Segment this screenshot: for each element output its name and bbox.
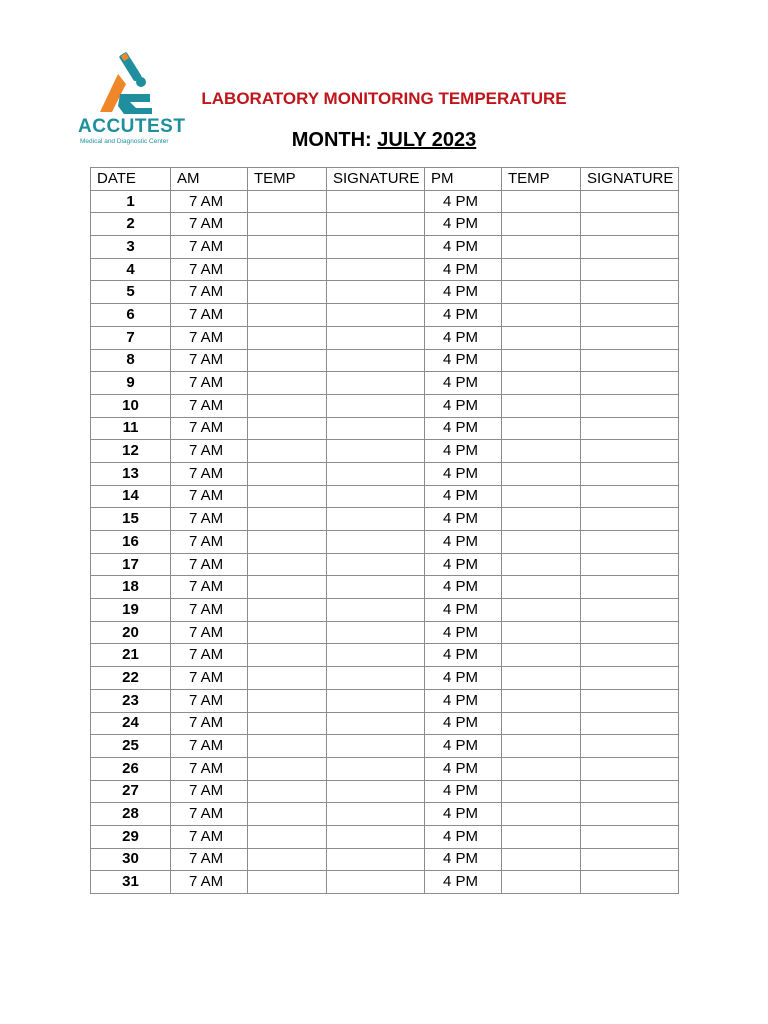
pm-signature-cell[interactable] — [581, 871, 679, 894]
pm-temp-cell[interactable] — [502, 394, 581, 417]
am-temp-cell[interactable] — [248, 349, 327, 372]
pm-time-cell: 4 PM — [425, 394, 502, 417]
pm-signature-cell[interactable] — [581, 553, 679, 576]
am-signature-cell[interactable] — [327, 553, 425, 576]
page-title — [0, 89, 768, 109]
am-temp-cell[interactable] — [248, 304, 327, 327]
table-row — [91, 803, 679, 826]
pm-temp-cell[interactable] — [502, 349, 581, 372]
pm-temp-cell[interactable] — [502, 689, 581, 712]
am-signature-cell[interactable] — [327, 394, 425, 417]
am-time-cell: 7 AM — [171, 190, 248, 213]
table-row — [91, 553, 679, 576]
am-time-cell: 7 AM — [171, 667, 248, 690]
am-temp-cell[interactable] — [248, 417, 327, 440]
date-cell: 12 — [91, 440, 171, 463]
date-cell: 8 — [91, 349, 171, 372]
pm-time-cell: 4 PM — [425, 236, 502, 259]
table-row — [91, 508, 679, 531]
pm-temp-cell[interactable] — [502, 553, 581, 576]
pm-signature-cell[interactable] — [581, 599, 679, 622]
pm-temp-cell[interactable] — [502, 440, 581, 463]
table-row — [91, 281, 679, 304]
am-temp-cell[interactable] — [248, 553, 327, 576]
date-cell: 9 — [91, 372, 171, 395]
table-row — [91, 394, 679, 417]
table-row — [91, 644, 679, 667]
pm-time-cell: 4 PM — [425, 462, 502, 485]
pm-temp-cell[interactable] — [502, 757, 581, 780]
pm-temp-cell[interactable] — [502, 803, 581, 826]
table-row — [91, 349, 679, 372]
pm-temp-cell[interactable] — [502, 417, 581, 440]
pm-signature-cell[interactable] — [581, 213, 679, 236]
am-time-cell: 7 AM — [171, 326, 248, 349]
date-cell: 30 — [91, 848, 171, 871]
am-signature-cell[interactable] — [327, 440, 425, 463]
am-time-cell: 7 AM — [171, 644, 248, 667]
am-temp-cell[interactable] — [248, 871, 327, 894]
table-row — [91, 190, 679, 213]
pm-signature-cell[interactable] — [581, 803, 679, 826]
am-temp-cell[interactable] — [248, 576, 327, 599]
am-time-cell: 7 AM — [171, 372, 248, 395]
pm-temp-cell[interactable] — [502, 190, 581, 213]
am-signature-cell[interactable] — [327, 281, 425, 304]
date-cell: 18 — [91, 576, 171, 599]
am-time-cell: 7 AM — [171, 576, 248, 599]
table-row — [91, 689, 679, 712]
am-time-cell: 7 AM — [171, 871, 248, 894]
pm-temp-cell[interactable] — [502, 780, 581, 803]
logo-name: ACCUTEST — [78, 116, 186, 137]
date-cell: 20 — [91, 621, 171, 644]
date-cell: 31 — [91, 871, 171, 894]
table-body — [91, 190, 679, 893]
am-signature-cell[interactable] — [327, 326, 425, 349]
date-cell: 14 — [91, 485, 171, 508]
pm-time-cell: 4 PM — [425, 712, 502, 735]
pm-signature-cell[interactable] — [581, 689, 679, 712]
pm-signature-cell[interactable] — [581, 757, 679, 780]
pm-time-cell: 4 PM — [425, 349, 502, 372]
date-cell: 16 — [91, 531, 171, 554]
table-row — [91, 576, 679, 599]
date-cell: 25 — [91, 735, 171, 758]
table-row — [91, 621, 679, 644]
table-row — [91, 213, 679, 236]
pm-temp-cell[interactable] — [502, 485, 581, 508]
table-row — [91, 780, 679, 803]
pm-temp-cell[interactable] — [502, 735, 581, 758]
pm-signature-cell[interactable] — [581, 531, 679, 554]
pm-time-cell: 4 PM — [425, 621, 502, 644]
am-temp-cell[interactable] — [248, 258, 327, 281]
date-cell: 27 — [91, 780, 171, 803]
date-cell: 29 — [91, 825, 171, 848]
am-time-cell: 7 AM — [171, 508, 248, 531]
date-cell: 1 — [91, 190, 171, 213]
pm-temp-cell[interactable] — [502, 599, 581, 622]
am-temp-cell[interactable] — [248, 848, 327, 871]
pm-temp-cell[interactable] — [502, 236, 581, 259]
pm-temp-cell[interactable] — [502, 508, 581, 531]
pm-temp-cell[interactable] — [502, 304, 581, 327]
am-temp-cell[interactable] — [248, 508, 327, 531]
col-header-am-temp: TEMP — [248, 168, 327, 191]
am-time-cell: 7 AM — [171, 349, 248, 372]
pm-time-cell: 4 PM — [425, 485, 502, 508]
logo-tagline: Medical and Diagnostic Center — [80, 138, 169, 145]
am-time-cell: 7 AM — [171, 735, 248, 758]
col-header-date: DATE — [91, 168, 171, 191]
date-cell: 7 — [91, 326, 171, 349]
am-temp-cell[interactable] — [248, 462, 327, 485]
pm-signature-cell[interactable] — [581, 304, 679, 327]
pm-signature-cell[interactable] — [581, 462, 679, 485]
am-time-cell: 7 AM — [171, 712, 248, 735]
temperature-log-table — [90, 167, 679, 894]
am-signature-cell[interactable] — [327, 803, 425, 826]
am-signature-cell[interactable] — [327, 236, 425, 259]
am-temp-cell[interactable] — [248, 803, 327, 826]
am-signature-cell[interactable] — [327, 576, 425, 599]
pm-signature-cell[interactable] — [581, 326, 679, 349]
am-signature-cell[interactable] — [327, 508, 425, 531]
pm-signature-cell[interactable] — [581, 394, 679, 417]
pm-signature-cell[interactable] — [581, 848, 679, 871]
date-cell: 5 — [91, 281, 171, 304]
table-row — [91, 825, 679, 848]
pm-temp-cell[interactable] — [502, 258, 581, 281]
pm-temp-cell[interactable] — [502, 326, 581, 349]
date-cell: 26 — [91, 757, 171, 780]
am-temp-cell[interactable] — [248, 372, 327, 395]
am-time-cell: 7 AM — [171, 531, 248, 554]
col-header-pm-temp: TEMP — [502, 168, 581, 191]
pm-time-cell: 4 PM — [425, 689, 502, 712]
pm-time-cell: 4 PM — [425, 825, 502, 848]
pm-signature-cell[interactable] — [581, 236, 679, 259]
am-temp-cell[interactable] — [248, 689, 327, 712]
table-row — [91, 531, 679, 554]
date-cell: 3 — [91, 236, 171, 259]
am-signature-cell[interactable] — [327, 485, 425, 508]
pm-time-cell: 4 PM — [425, 576, 502, 599]
pm-time-cell: 4 PM — [425, 326, 502, 349]
pm-signature-cell[interactable] — [581, 440, 679, 463]
table-row — [91, 326, 679, 349]
am-signature-cell[interactable] — [327, 689, 425, 712]
am-time-cell: 7 AM — [171, 621, 248, 644]
am-signature-cell[interactable] — [327, 825, 425, 848]
am-temp-cell[interactable] — [248, 394, 327, 417]
pm-temp-cell[interactable] — [502, 825, 581, 848]
am-temp-cell[interactable] — [248, 621, 327, 644]
am-signature-cell[interactable] — [327, 871, 425, 894]
am-signature-cell[interactable] — [327, 735, 425, 758]
pm-time-cell: 4 PM — [425, 644, 502, 667]
am-temp-cell[interactable] — [248, 190, 327, 213]
pm-time-cell: 4 PM — [425, 735, 502, 758]
am-signature-cell[interactable] — [327, 417, 425, 440]
pm-temp-cell[interactable] — [502, 531, 581, 554]
am-time-cell: 7 AM — [171, 462, 248, 485]
am-time-cell: 7 AM — [171, 848, 248, 871]
am-time-cell: 7 AM — [171, 213, 248, 236]
date-cell: 13 — [91, 462, 171, 485]
table-row — [91, 599, 679, 622]
pm-time-cell: 4 PM — [425, 190, 502, 213]
page-title-text: LABORATORY MONITORING TEMPERATURE — [201, 89, 567, 108]
pm-signature-cell[interactable] — [581, 508, 679, 531]
pm-temp-cell[interactable] — [502, 372, 581, 395]
pm-signature-cell[interactable] — [581, 258, 679, 281]
am-time-cell: 7 AM — [171, 599, 248, 622]
am-time-cell: 7 AM — [171, 825, 248, 848]
am-temp-cell[interactable] — [248, 780, 327, 803]
pm-time-cell: 4 PM — [425, 304, 502, 327]
date-cell: 19 — [91, 599, 171, 622]
pm-time-cell: 4 PM — [425, 803, 502, 826]
am-signature-cell[interactable] — [327, 258, 425, 281]
am-signature-cell[interactable] — [327, 712, 425, 735]
am-temp-cell[interactable] — [248, 236, 327, 259]
col-header-pm: PM — [425, 168, 502, 191]
am-temp-cell[interactable] — [248, 644, 327, 667]
am-signature-cell[interactable] — [327, 599, 425, 622]
pm-temp-cell[interactable] — [502, 576, 581, 599]
am-temp-cell[interactable] — [248, 281, 327, 304]
am-signature-cell[interactable] — [327, 531, 425, 554]
am-signature-cell[interactable] — [327, 462, 425, 485]
table-row — [91, 417, 679, 440]
pm-time-cell: 4 PM — [425, 531, 502, 554]
table-row — [91, 258, 679, 281]
am-time-cell: 7 AM — [171, 304, 248, 327]
pm-signature-cell[interactable] — [581, 780, 679, 803]
table-header-row — [91, 168, 679, 191]
table-row — [91, 372, 679, 395]
am-signature-cell[interactable] — [327, 848, 425, 871]
date-cell: 4 — [91, 258, 171, 281]
table-row — [91, 735, 679, 758]
month-label: MONTH: — [291, 129, 372, 151]
am-signature-cell[interactable] — [327, 349, 425, 372]
pm-temp-cell[interactable] — [502, 213, 581, 236]
pm-time-cell: 4 PM — [425, 848, 502, 871]
am-time-cell: 7 AM — [171, 689, 248, 712]
pm-time-cell: 4 PM — [425, 372, 502, 395]
table-row — [91, 440, 679, 463]
am-temp-cell[interactable] — [248, 485, 327, 508]
am-temp-cell[interactable] — [248, 825, 327, 848]
month-heading — [0, 129, 768, 152]
am-signature-cell[interactable] — [327, 190, 425, 213]
pm-signature-cell[interactable] — [581, 621, 679, 644]
date-cell: 11 — [91, 417, 171, 440]
am-signature-cell[interactable] — [327, 780, 425, 803]
am-time-cell: 7 AM — [171, 440, 248, 463]
am-time-cell: 7 AM — [171, 236, 248, 259]
pm-temp-cell[interactable] — [502, 462, 581, 485]
am-time-cell: 7 AM — [171, 803, 248, 826]
col-header-pm-signature: SIGNATURE — [581, 168, 679, 191]
am-signature-cell[interactable] — [327, 372, 425, 395]
pm-time-cell: 4 PM — [425, 780, 502, 803]
pm-signature-cell[interactable] — [581, 667, 679, 690]
pm-signature-cell[interactable] — [581, 735, 679, 758]
am-signature-cell[interactable] — [327, 644, 425, 667]
pm-time-cell: 4 PM — [425, 757, 502, 780]
pm-signature-cell[interactable] — [581, 712, 679, 735]
pm-signature-cell[interactable] — [581, 485, 679, 508]
am-temp-cell[interactable] — [248, 735, 327, 758]
pm-time-cell: 4 PM — [425, 553, 502, 576]
am-temp-cell[interactable] — [248, 440, 327, 463]
am-time-cell: 7 AM — [171, 281, 248, 304]
date-cell: 2 — [91, 213, 171, 236]
am-signature-cell[interactable] — [327, 757, 425, 780]
date-cell: 22 — [91, 667, 171, 690]
pm-time-cell: 4 PM — [425, 213, 502, 236]
am-temp-cell[interactable] — [248, 712, 327, 735]
table-row — [91, 462, 679, 485]
table-row — [91, 667, 679, 690]
date-cell: 24 — [91, 712, 171, 735]
am-signature-cell[interactable] — [327, 667, 425, 690]
am-time-cell: 7 AM — [171, 258, 248, 281]
table-row — [91, 485, 679, 508]
pm-signature-cell[interactable] — [581, 417, 679, 440]
am-signature-cell[interactable] — [327, 621, 425, 644]
pm-signature-cell[interactable] — [581, 825, 679, 848]
pm-temp-cell[interactable] — [502, 712, 581, 735]
pm-signature-cell[interactable] — [581, 190, 679, 213]
table-row — [91, 757, 679, 780]
am-time-cell: 7 AM — [171, 417, 248, 440]
pm-temp-cell[interactable] — [502, 667, 581, 690]
pm-time-cell: 4 PM — [425, 417, 502, 440]
pm-time-cell: 4 PM — [425, 258, 502, 281]
am-time-cell: 7 AM — [171, 394, 248, 417]
pm-temp-cell[interactable] — [502, 281, 581, 304]
date-cell: 6 — [91, 304, 171, 327]
am-temp-cell[interactable] — [248, 757, 327, 780]
pm-time-cell: 4 PM — [425, 281, 502, 304]
pm-signature-cell[interactable] — [581, 644, 679, 667]
pm-signature-cell[interactable] — [581, 349, 679, 372]
am-temp-cell[interactable] — [248, 213, 327, 236]
date-cell: 23 — [91, 689, 171, 712]
am-time-cell: 7 AM — [171, 485, 248, 508]
am-signature-cell[interactable] — [327, 213, 425, 236]
pm-time-cell: 4 PM — [425, 871, 502, 894]
am-time-cell: 7 AM — [171, 780, 248, 803]
pm-signature-cell[interactable] — [581, 576, 679, 599]
table-row — [91, 304, 679, 327]
pm-time-cell: 4 PM — [425, 440, 502, 463]
pm-signature-cell[interactable] — [581, 281, 679, 304]
pm-signature-cell[interactable] — [581, 372, 679, 395]
table-row — [91, 871, 679, 894]
month-value: JULY 2023 — [377, 129, 477, 151]
am-temp-cell[interactable] — [248, 531, 327, 554]
am-temp-cell[interactable] — [248, 599, 327, 622]
pm-temp-cell[interactable] — [502, 621, 581, 644]
pm-time-cell: 4 PM — [425, 667, 502, 690]
date-cell: 17 — [91, 553, 171, 576]
pm-temp-cell[interactable] — [502, 871, 581, 894]
pm-time-cell: 4 PM — [425, 508, 502, 531]
pm-temp-cell[interactable] — [502, 848, 581, 871]
col-header-am-signature: SIGNATURE — [327, 168, 425, 191]
am-temp-cell[interactable] — [248, 326, 327, 349]
am-temp-cell[interactable] — [248, 667, 327, 690]
am-signature-cell[interactable] — [327, 304, 425, 327]
table-row — [91, 848, 679, 871]
pm-time-cell: 4 PM — [425, 599, 502, 622]
date-cell: 15 — [91, 508, 171, 531]
am-time-cell: 7 AM — [171, 757, 248, 780]
table-row — [91, 712, 679, 735]
date-cell: 28 — [91, 803, 171, 826]
table-row — [91, 236, 679, 259]
date-cell: 10 — [91, 394, 171, 417]
pm-temp-cell[interactable] — [502, 644, 581, 667]
am-time-cell: 7 AM — [171, 553, 248, 576]
col-header-am: AM — [171, 168, 248, 191]
date-cell: 21 — [91, 644, 171, 667]
